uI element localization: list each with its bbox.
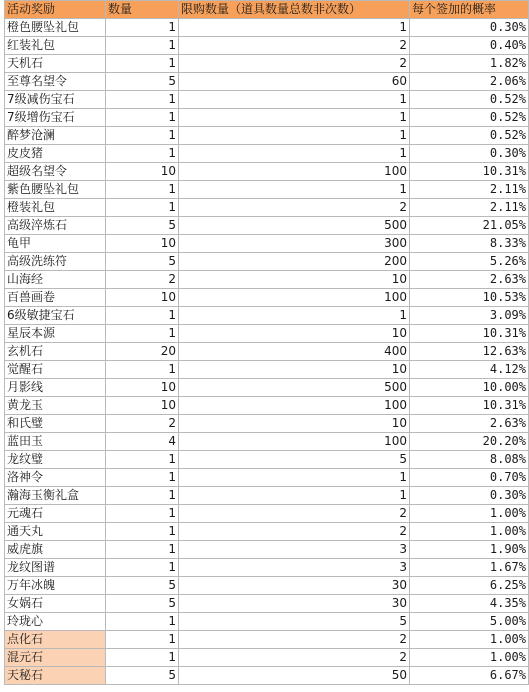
quantity-cell[interactable]: 5 <box>106 577 179 595</box>
quantity-cell[interactable]: 1 <box>106 631 179 649</box>
purchase-limit-cell[interactable]: 2 <box>179 505 410 523</box>
quantity-cell[interactable]: 1 <box>106 325 179 343</box>
purchase-limit-cell[interactable]: 300 <box>179 235 410 253</box>
quantity-cell[interactable]: 1 <box>106 541 179 559</box>
reward-name-cell[interactable]: 醉梦沧澜 <box>5 127 106 145</box>
table-row <box>5 523 529 541</box>
spreadsheet <box>4 0 529 685</box>
probability-cell[interactable]: 6.67% <box>410 667 529 685</box>
quantity-cell[interactable]: 1 <box>106 109 179 127</box>
reward-name-cell[interactable]: 橙色腰坠礼包 <box>5 19 106 37</box>
table-row <box>5 235 529 253</box>
purchase-limit-cell[interactable]: 2 <box>179 55 410 73</box>
reward-name-cell[interactable]: 天机石 <box>5 55 106 73</box>
table-row <box>5 325 529 343</box>
purchase-limit-cell[interactable]: 100 <box>179 289 410 307</box>
table-row <box>5 19 529 37</box>
table-row <box>5 559 529 577</box>
reward-name-cell[interactable]: 威虎旗 <box>5 541 106 559</box>
probability-cell[interactable]: 0.52% <box>410 91 529 109</box>
purchase-limit-cell[interactable]: 500 <box>179 379 410 397</box>
probability-cell[interactable]: 2.06% <box>410 73 529 91</box>
purchase-limit-cell[interactable]: 3 <box>179 541 410 559</box>
table-row <box>5 505 529 523</box>
reward-name-cell[interactable]: 高级淬炼石 <box>5 217 106 235</box>
reward-name-cell[interactable]: 玲珑心 <box>5 613 106 631</box>
reward-name-cell[interactable]: 山海经 <box>5 271 106 289</box>
purchase-limit-cell[interactable]: 1 <box>179 307 410 325</box>
probability-cell[interactable]: 2.63% <box>410 415 529 433</box>
purchase-limit-cell[interactable]: 60 <box>179 73 410 91</box>
reward-name-cell[interactable]: 万年冰魄 <box>5 577 106 595</box>
probability-cell[interactable]: 4.12% <box>410 361 529 379</box>
purchase-limit-cell[interactable]: 200 <box>179 253 410 271</box>
table-row <box>5 271 529 289</box>
column-header-reward[interactable]: 活动奖励 <box>5 1 106 19</box>
table-row <box>5 451 529 469</box>
probability-cell[interactable]: 20.20% <box>410 433 529 451</box>
quantity-cell[interactable]: 5 <box>106 253 179 271</box>
quantity-cell[interactable]: 5 <box>106 595 179 613</box>
purchase-limit-cell[interactable]: 10 <box>179 271 410 289</box>
quantity-cell[interactable]: 10 <box>106 235 179 253</box>
table-row <box>5 55 529 73</box>
quantity-cell[interactable]: 1 <box>106 559 179 577</box>
reward-name-cell[interactable]: 瀚海玉衡礼盒 <box>5 487 106 505</box>
reward-name-cell[interactable]: 觉醒石 <box>5 361 106 379</box>
reward-name-cell[interactable]: 7级增伤宝石 <box>5 109 106 127</box>
quantity-cell[interactable]: 10 <box>106 163 179 181</box>
table-row <box>5 469 529 487</box>
quantity-cell[interactable]: 5 <box>106 217 179 235</box>
header-row <box>5 1 529 19</box>
probability-cell[interactable]: 1.82% <box>410 55 529 73</box>
table-row <box>5 37 529 55</box>
reward-name-cell[interactable]: 皮皮猪 <box>5 145 106 163</box>
probability-cell[interactable]: 3.09% <box>410 307 529 325</box>
purchase-limit-cell[interactable]: 100 <box>179 433 410 451</box>
table-row <box>5 217 529 235</box>
probability-cell[interactable]: 12.63% <box>410 343 529 361</box>
purchase-limit-cell[interactable]: 100 <box>179 397 410 415</box>
purchase-limit-cell[interactable]: 1 <box>179 145 410 163</box>
probability-cell[interactable]: 21.05% <box>410 217 529 235</box>
purchase-limit-cell[interactable]: 1 <box>179 487 410 505</box>
reward-name-cell[interactable]: 龙纹璧 <box>5 451 106 469</box>
reward-name-cell[interactable]: 点化石 <box>5 631 106 649</box>
probability-cell[interactable]: 0.70% <box>410 469 529 487</box>
quantity-cell[interactable]: 1 <box>106 19 179 37</box>
column-header-quantity[interactable]: 数量 <box>106 1 179 19</box>
table-row <box>5 109 529 127</box>
probability-cell[interactable]: 8.08% <box>410 451 529 469</box>
probability-cell[interactable]: 2.11% <box>410 199 529 217</box>
reward-table <box>4 0 529 685</box>
quantity-cell[interactable]: 1 <box>106 487 179 505</box>
purchase-limit-cell[interactable]: 5 <box>179 451 410 469</box>
probability-cell[interactable]: 1.00% <box>410 505 529 523</box>
purchase-limit-cell[interactable]: 1 <box>179 109 410 127</box>
table-row <box>5 379 529 397</box>
quantity-cell[interactable]: 10 <box>106 379 179 397</box>
probability-cell[interactable]: 1.00% <box>410 631 529 649</box>
column-header-purchase-limit[interactable]: 限购数量（道具数量总数非次数） <box>179 1 410 19</box>
probability-cell[interactable]: 1.00% <box>410 649 529 667</box>
probability-cell[interactable]: 0.30% <box>410 19 529 37</box>
quantity-cell[interactable]: 1 <box>106 181 179 199</box>
table-row <box>5 145 529 163</box>
purchase-limit-cell[interactable]: 400 <box>179 343 410 361</box>
quantity-cell[interactable]: 10 <box>106 397 179 415</box>
reward-name-cell[interactable]: 6级敏捷宝石 <box>5 307 106 325</box>
table-row <box>5 163 529 181</box>
reward-name-cell[interactable]: 龟甲 <box>5 235 106 253</box>
probability-cell[interactable]: 10.53% <box>410 289 529 307</box>
table-row <box>5 649 529 667</box>
probability-cell[interactable]: 8.33% <box>410 235 529 253</box>
quantity-cell[interactable]: 1 <box>106 469 179 487</box>
probability-cell[interactable]: 0.40% <box>410 37 529 55</box>
quantity-cell[interactable]: 1 <box>106 523 179 541</box>
table-row <box>5 253 529 271</box>
reward-name-cell[interactable]: 玄机石 <box>5 343 106 361</box>
table-row <box>5 397 529 415</box>
purchase-limit-cell[interactable]: 2 <box>179 649 410 667</box>
purchase-limit-cell[interactable]: 30 <box>179 595 410 613</box>
table-row <box>5 667 529 685</box>
probability-cell[interactable]: 0.52% <box>410 127 529 145</box>
purchase-limit-cell[interactable]: 3 <box>179 559 410 577</box>
probability-cell[interactable]: 1.67% <box>410 559 529 577</box>
purchase-limit-cell[interactable]: 10 <box>179 415 410 433</box>
probability-cell[interactable]: 1.90% <box>410 541 529 559</box>
table-row <box>5 199 529 217</box>
purchase-limit-cell[interactable]: 100 <box>179 163 410 181</box>
probability-cell[interactable]: 0.30% <box>410 487 529 505</box>
quantity-cell[interactable]: 20 <box>106 343 179 361</box>
probability-cell[interactable]: 0.30% <box>410 145 529 163</box>
purchase-limit-cell[interactable]: 2 <box>179 523 410 541</box>
reward-name-cell[interactable]: 月影线 <box>5 379 106 397</box>
purchase-limit-cell[interactable]: 10 <box>179 325 410 343</box>
quantity-cell[interactable]: 1 <box>106 199 179 217</box>
purchase-limit-cell[interactable]: 2 <box>179 631 410 649</box>
reward-name-cell[interactable]: 女娲石 <box>5 595 106 613</box>
quantity-cell[interactable]: 1 <box>106 451 179 469</box>
table-row <box>5 487 529 505</box>
purchase-limit-cell[interactable]: 2 <box>179 199 410 217</box>
purchase-limit-cell[interactable]: 1 <box>179 19 410 37</box>
probability-cell[interactable]: 10.31% <box>410 325 529 343</box>
quantity-cell[interactable]: 5 <box>106 73 179 91</box>
table-row <box>5 91 529 109</box>
reward-name-cell[interactable]: 至尊名望令 <box>5 73 106 91</box>
table-row <box>5 127 529 145</box>
table-row <box>5 73 529 91</box>
purchase-limit-cell[interactable]: 1 <box>179 469 410 487</box>
reward-name-cell[interactable]: 通天丸 <box>5 523 106 541</box>
table-row <box>5 631 529 649</box>
quantity-cell[interactable]: 1 <box>106 145 179 163</box>
reward-name-cell[interactable]: 橙装礼包 <box>5 199 106 217</box>
quantity-cell[interactable]: 2 <box>106 271 179 289</box>
purchase-limit-cell[interactable]: 2 <box>179 37 410 55</box>
table-row <box>5 307 529 325</box>
reward-name-cell[interactable]: 黄龙玉 <box>5 397 106 415</box>
table-row <box>5 343 529 361</box>
quantity-cell[interactable]: 4 <box>106 433 179 451</box>
probability-cell[interactable]: 5.26% <box>410 253 529 271</box>
quantity-cell[interactable]: 1 <box>106 649 179 667</box>
quantity-cell[interactable]: 1 <box>106 55 179 73</box>
quantity-cell[interactable]: 1 <box>106 361 179 379</box>
quantity-cell[interactable]: 1 <box>106 37 179 55</box>
purchase-limit-cell[interactable]: 50 <box>179 667 410 685</box>
probability-cell[interactable]: 2.11% <box>410 181 529 199</box>
table-row <box>5 433 529 451</box>
quantity-cell[interactable]: 2 <box>106 415 179 433</box>
purchase-limit-cell[interactable]: 1 <box>179 181 410 199</box>
table-row <box>5 595 529 613</box>
quantity-cell[interactable]: 1 <box>106 505 179 523</box>
quantity-cell[interactable]: 5 <box>106 667 179 685</box>
column-header-probability[interactable]: 每个签加的概率 <box>410 1 529 19</box>
probability-cell[interactable]: 0.52% <box>410 109 529 127</box>
reward-name-cell[interactable]: 紫色腰坠礼包 <box>5 181 106 199</box>
reward-name-cell[interactable]: 洛神令 <box>5 469 106 487</box>
purchase-limit-cell[interactable]: 1 <box>179 127 410 145</box>
probability-cell[interactable]: 1.00% <box>410 523 529 541</box>
purchase-limit-cell[interactable]: 1 <box>179 91 410 109</box>
reward-name-cell[interactable]: 超级名望令 <box>5 163 106 181</box>
probability-cell[interactable]: 5.00% <box>410 613 529 631</box>
quantity-cell[interactable]: 1 <box>106 613 179 631</box>
probability-cell[interactable]: 10.00% <box>410 379 529 397</box>
probability-cell[interactable]: 2.63% <box>410 271 529 289</box>
reward-name-cell[interactable]: 和氏璧 <box>5 415 106 433</box>
quantity-cell[interactable]: 1 <box>106 91 179 109</box>
quantity-cell[interactable]: 10 <box>106 289 179 307</box>
purchase-limit-cell[interactable]: 500 <box>179 217 410 235</box>
purchase-limit-cell[interactable]: 10 <box>179 361 410 379</box>
table-row <box>5 577 529 595</box>
table-row <box>5 541 529 559</box>
table-row <box>5 613 529 631</box>
probability-cell[interactable]: 10.31% <box>410 397 529 415</box>
table-row <box>5 415 529 433</box>
reward-name-cell[interactable]: 混元石 <box>5 649 106 667</box>
purchase-limit-cell[interactable]: 30 <box>179 577 410 595</box>
table-row <box>5 289 529 307</box>
purchase-limit-cell[interactable]: 5 <box>179 613 410 631</box>
reward-name-cell[interactable]: 星辰本源 <box>5 325 106 343</box>
probability-cell[interactable]: 6.25% <box>410 577 529 595</box>
reward-name-cell[interactable]: 龙纹图谱 <box>5 559 106 577</box>
reward-name-cell[interactable]: 7级减伤宝石 <box>5 91 106 109</box>
reward-name-cell[interactable]: 红装礼包 <box>5 37 106 55</box>
probability-cell[interactable]: 4.35% <box>410 595 529 613</box>
quantity-cell[interactable]: 1 <box>106 307 179 325</box>
reward-name-cell[interactable]: 高级洗练符 <box>5 253 106 271</box>
reward-name-cell[interactable]: 蓝田玉 <box>5 433 106 451</box>
reward-name-cell[interactable]: 元魂石 <box>5 505 106 523</box>
quantity-cell[interactable]: 1 <box>106 127 179 145</box>
reward-name-cell[interactable]: 天秘石 <box>5 667 106 685</box>
table-row <box>5 181 529 199</box>
probability-cell[interactable]: 10.31% <box>410 163 529 181</box>
table-row <box>5 361 529 379</box>
reward-name-cell[interactable]: 百兽画卷 <box>5 289 106 307</box>
